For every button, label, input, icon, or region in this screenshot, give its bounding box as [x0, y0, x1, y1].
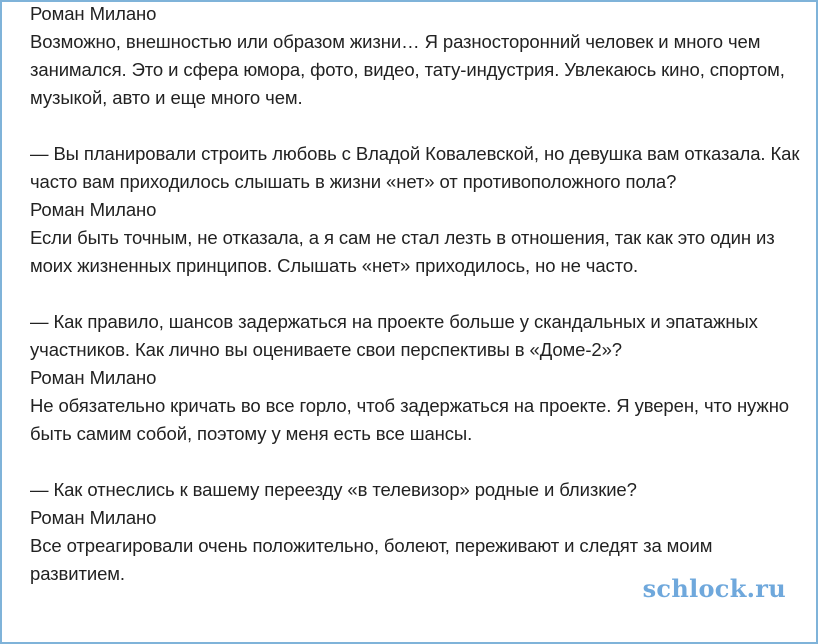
answer-text: Не обязательно кричать во все горло, чтоб задержаться на проекте. Я уверен, что нужно быть самим собой, поэтому у меня есть все шансы. [30, 395, 789, 444]
answer-text: Если быть точным, не отказала, а я сам не стал лезть в отношения, так как это один из моих жизненных принципов. Слышать «нет» приходилось, но не часто. [30, 227, 775, 276]
speaker-name: Роман Милано [30, 199, 157, 220]
question-text: — Как правило, шансов задержаться на проекте больше у скандальных и эпатажных участников. Как лично вы оцениваете свои перспективы в «Доме-2»? [30, 311, 758, 360]
speaker-name: Роман Милано [30, 367, 157, 388]
question-text: — Вы планировали строить любовь с Владой Ковалевской, но девушка вам отказала. Как часто вам приходилось слышать в жизни «нет» от противоположного пола? [30, 143, 800, 192]
question-text: — Как отнеслись к вашему переезду «в телевизор» родные и близкие? [30, 479, 637, 500]
speaker-name: Роман Милано [30, 507, 157, 528]
paragraph-gap [30, 112, 800, 140]
answer-text: Возможно, внешностью или образом жизни… Я разносторонний человек и много чем занимался. Это и сфера юмора, фото, видео, тату-индустрия. Увлекаюсь кино, спортом, музыкой, авто и еще много чем. [30, 31, 785, 108]
answer-text: Все отреагировали очень положительно, болеют, переживают и следят за моим развитием. [30, 535, 713, 584]
interview-article [30, 0, 800, 588]
paragraph-gap [30, 448, 800, 476]
speaker-name: Роман Милано [30, 3, 157, 24]
paragraph-gap [30, 280, 800, 308]
site-watermark: schlock.ru [642, 574, 786, 603]
